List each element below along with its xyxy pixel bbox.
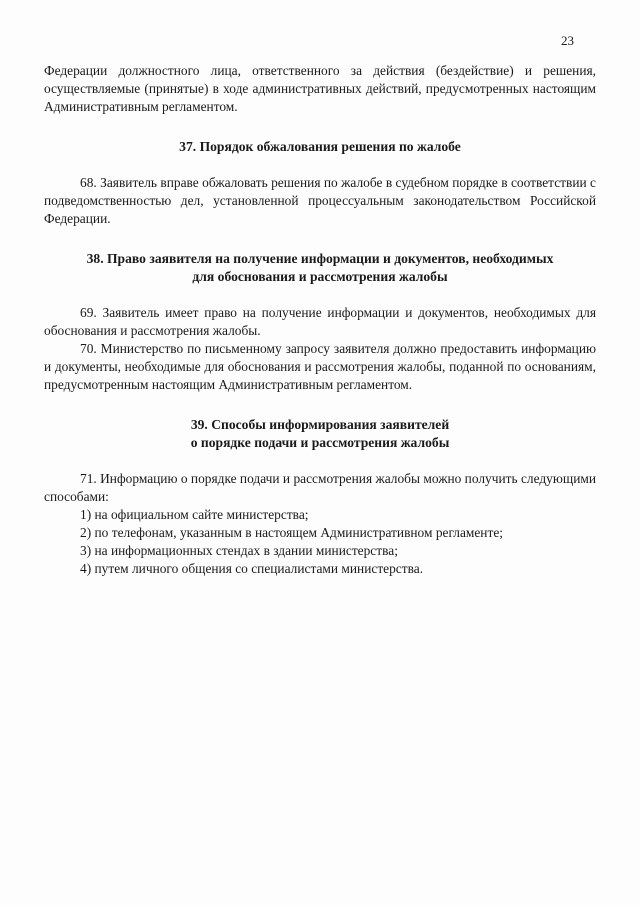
paragraph-69: 69. Заявитель имеет право на получение информации и документов, необходимых для обоснования и рассмотрения жалобы. — [44, 305, 596, 338]
section-39-heading — [44, 416, 596, 452]
intro-paragraph: Федерации должностного лица, ответственного за действия (бездействие) и решения, осуществляемые (принятые) в ходе административных действий, предусмотренных настоящим Административным регламентом. — [44, 63, 596, 114]
section-37-heading: 37. Порядок обжалования решения по жалобе — [179, 139, 461, 154]
list-item: 1) на официальном сайте министерства; — [80, 507, 309, 522]
paragraph-68: 68. Заявитель вправе обжаловать решения по жалобе в судебном порядке в соответствии с подведомственностью дел, установленной процессуальным законодательством Российской Федерации. — [44, 175, 596, 226]
section-38-heading — [44, 250, 596, 286]
paragraph-70: 70. Министерство по письменному запросу заявителя должно предоставить информацию и документы, необходимые для обоснования и рассмотрения жалобы, поданной по основаниям, предусмотренным настоящим Административным регламентом. — [44, 341, 596, 392]
section-39-heading-line1: 39. Способы информирования заявителей — [190, 417, 450, 432]
list-item: 3) на информационных стендах в здании министерства; — [80, 543, 398, 558]
info-methods-list — [44, 506, 596, 578]
page-number: 23 — [561, 33, 574, 48]
section-39-heading-line2: о порядке подачи и рассмотрения жалобы — [190, 435, 450, 450]
section-38-heading-line1: 38. Право заявителя на получение информации и документов, необходимых — [86, 251, 554, 266]
list-item: 2) по телефонам, указанным в настоящем Административном регламенте; — [80, 525, 503, 540]
paragraph-71: 71. Информацию о порядке подачи и рассмотрения жалобы можно получить следующими способами: — [44, 471, 596, 504]
section-38-heading-line2: для обоснования и рассмотрения жалобы — [192, 269, 448, 284]
document-body — [44, 62, 596, 578]
list-item: 4) путем личного общения со специалистами министерства. — [80, 561, 424, 576]
